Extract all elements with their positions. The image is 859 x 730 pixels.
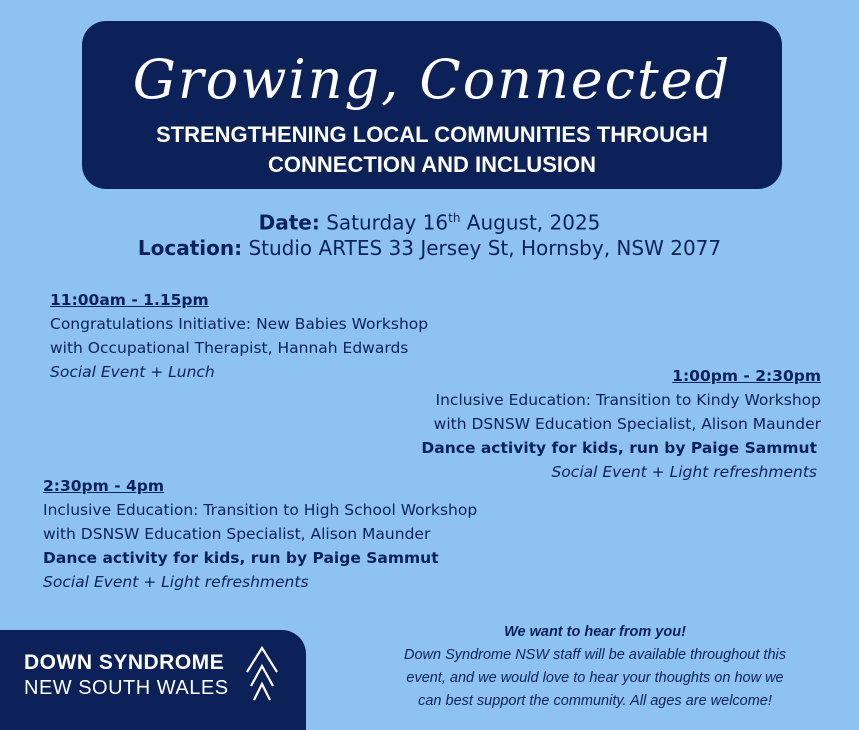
event-location (0, 233, 859, 263)
session-note: Social Event + Light refreshments (43, 573, 309, 591)
logo-line-2: NEW SOUTH WALES (24, 677, 229, 699)
session-note: Social Event + Lunch (50, 363, 215, 381)
feedback-line-2: event, and we would love to hear your thoughts on how we (406, 670, 784, 686)
session-time: 1:00pm - 2:30pm (672, 367, 821, 385)
session-title: Inclusive Education: Transition to Kindy Workshop (435, 391, 821, 409)
session-time: 11:00am - 1.15pm (50, 291, 209, 309)
script-title: Growing, Connected (132, 48, 732, 111)
session-time: 2:30pm - 4pm (43, 477, 165, 495)
session-presenter: with Occupational Therapist, Hannah Edwards (50, 339, 409, 357)
session-1 (50, 288, 428, 384)
session-note: Social Event + Light refreshments (551, 463, 817, 481)
session-highlight: Dance activity for kids, run by Paige Sammut (421, 439, 817, 457)
event-subtitle (102, 120, 762, 180)
location-label: Location: (137, 236, 243, 260)
date-label: Date: (258, 210, 320, 235)
session-title: Inclusive Education: Transition to High School Workshop (43, 501, 478, 519)
logo-line-1: DOWN SYNDROME (24, 651, 225, 674)
header-banner (82, 21, 782, 189)
date-superscript: th (448, 211, 461, 225)
subtitle-line-2: CONNECTION AND INCLUSION (268, 152, 596, 177)
date-prefix: Saturday 16 (326, 210, 449, 235)
session-3 (43, 474, 477, 594)
feedback-message (352, 621, 838, 713)
session-presenter: with DSNSW Education Specialist, Alison Maunder (433, 415, 821, 433)
location-value: Studio ARTES 33 Jersey St, Hornsby, NSW 2077 (248, 236, 722, 260)
session-2 (421, 364, 821, 484)
dsnsw-logo (0, 630, 306, 730)
chevrons-up-icon (244, 644, 280, 706)
session-presenter: with DSNSW Education Specialist, Alison Maunder (43, 525, 431, 543)
feedback-heading: We want to hear from you! (504, 624, 686, 640)
feedback-line-1: Down Syndrome NSW staff will be available throughout this (403, 647, 786, 663)
session-highlight: Dance activity for kids, run by Paige Sammut (43, 549, 439, 567)
subtitle-line-1: STRENGTHENING LOCAL COMMUNITIES THROUGH (155, 122, 709, 147)
feedback-line-3: can best support the community. All ages are welcome! (418, 693, 772, 709)
session-title: Congratulations Initiative: New Babies Workshop (50, 315, 429, 333)
date-suffix: August, 2025 (460, 210, 601, 235)
